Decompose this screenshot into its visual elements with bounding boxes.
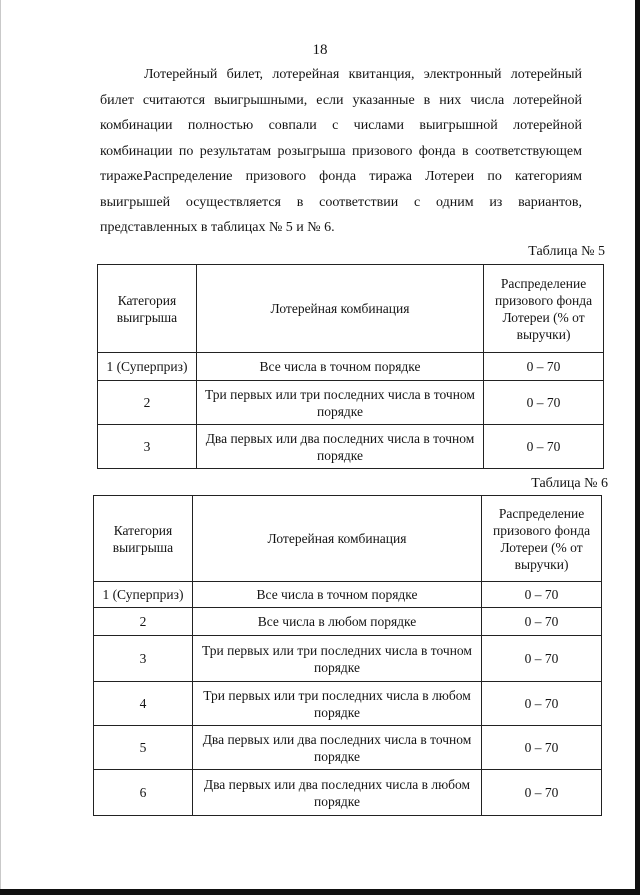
paragraph-prize-distribution: Распределение призового фонда тиража Лотереи по категориям выигрышей осуществляется в соответствии с одним из вариантов, представленных в таблицах № 5 и № 6. bbox=[100, 169, 582, 235]
cell-category: 5 bbox=[94, 726, 193, 770]
cell-distribution: 0 – 70 bbox=[484, 381, 604, 425]
table6-caption: Таблица № 6 bbox=[531, 476, 608, 491]
table-row bbox=[98, 425, 604, 469]
cell-distribution: 0 – 70 bbox=[482, 726, 602, 770]
cell-category: 3 bbox=[98, 425, 197, 469]
cell-category: 1 (Суперприз) bbox=[98, 353, 197, 381]
table-header-row bbox=[98, 265, 604, 353]
header-combination: Лотерейная комбинация bbox=[192, 496, 481, 582]
cell-category: 2 bbox=[98, 381, 197, 425]
header-category: Категория выигрыша bbox=[94, 496, 193, 582]
table-row bbox=[94, 582, 602, 608]
paragraph-winning-tickets: Лотерейный билет, лотерейная квитанция, электронный лотерейный билет считаются выигрышными, если указанные в них числа лотерейной комбинации полностью совпали с числами выигрышной лотерейной комбинации по результатам розыгрыша призового фонда в соответствующем тираже. bbox=[100, 67, 582, 184]
cell-combination: Три первых или три последних числа в точном порядке bbox=[196, 381, 483, 425]
header-distribution: Распределение призового фонда Лотереи (% от выручки) bbox=[484, 265, 604, 353]
cell-distribution: 0 – 70 bbox=[484, 353, 604, 381]
cell-combination: Два первых или два последних числа в точном порядке bbox=[192, 726, 481, 770]
cell-distribution: 0 – 70 bbox=[482, 582, 602, 608]
cell-combination: Три первых или три последних числа в точном порядке bbox=[192, 636, 481, 682]
page-number: 18 bbox=[312, 42, 328, 58]
scan-border-bottom bbox=[0, 889, 640, 895]
table-row bbox=[94, 770, 602, 816]
cell-category: 2 bbox=[94, 608, 193, 636]
cell-category: 1 (Суперприз) bbox=[94, 582, 193, 608]
header-distribution: Распределение призового фонда Лотереи (% от выручки) bbox=[482, 496, 602, 582]
table-row bbox=[98, 381, 604, 425]
cell-combination: Все числа в любом порядке bbox=[192, 608, 481, 636]
header-category: Категория выигрыша bbox=[98, 265, 197, 353]
table-row bbox=[94, 682, 602, 726]
table-row bbox=[94, 608, 602, 636]
cell-category: 3 bbox=[94, 636, 193, 682]
scan-border-right bbox=[635, 0, 640, 895]
scan-border-left bbox=[0, 0, 1, 895]
table-row bbox=[98, 353, 604, 381]
cell-category: 4 bbox=[94, 682, 193, 726]
cell-distribution: 0 – 70 bbox=[482, 682, 602, 726]
cell-combination: Два первых или два последних числа в любом порядке bbox=[192, 770, 481, 816]
table-header-row bbox=[94, 496, 602, 582]
cell-category: 6 bbox=[94, 770, 193, 816]
cell-distribution: 0 – 70 bbox=[482, 636, 602, 682]
prize-table-6 bbox=[93, 495, 602, 816]
cell-combination: Все числа в точном порядке bbox=[196, 353, 483, 381]
cell-combination: Все числа в точном порядке bbox=[192, 582, 481, 608]
table-row bbox=[94, 726, 602, 770]
cell-combination: Три первых или три последних числа в любом порядке bbox=[192, 682, 481, 726]
table5-caption: Таблица № 5 bbox=[528, 244, 605, 259]
cell-combination: Два первых или два последних числа в точном порядке bbox=[196, 425, 483, 469]
cell-distribution: 0 – 70 bbox=[482, 770, 602, 816]
table-row bbox=[94, 636, 602, 682]
cell-distribution: 0 – 70 bbox=[484, 425, 604, 469]
cell-distribution: 0 – 70 bbox=[482, 608, 602, 636]
prize-table-5 bbox=[97, 264, 604, 469]
header-combination: Лотерейная комбинация bbox=[196, 265, 483, 353]
